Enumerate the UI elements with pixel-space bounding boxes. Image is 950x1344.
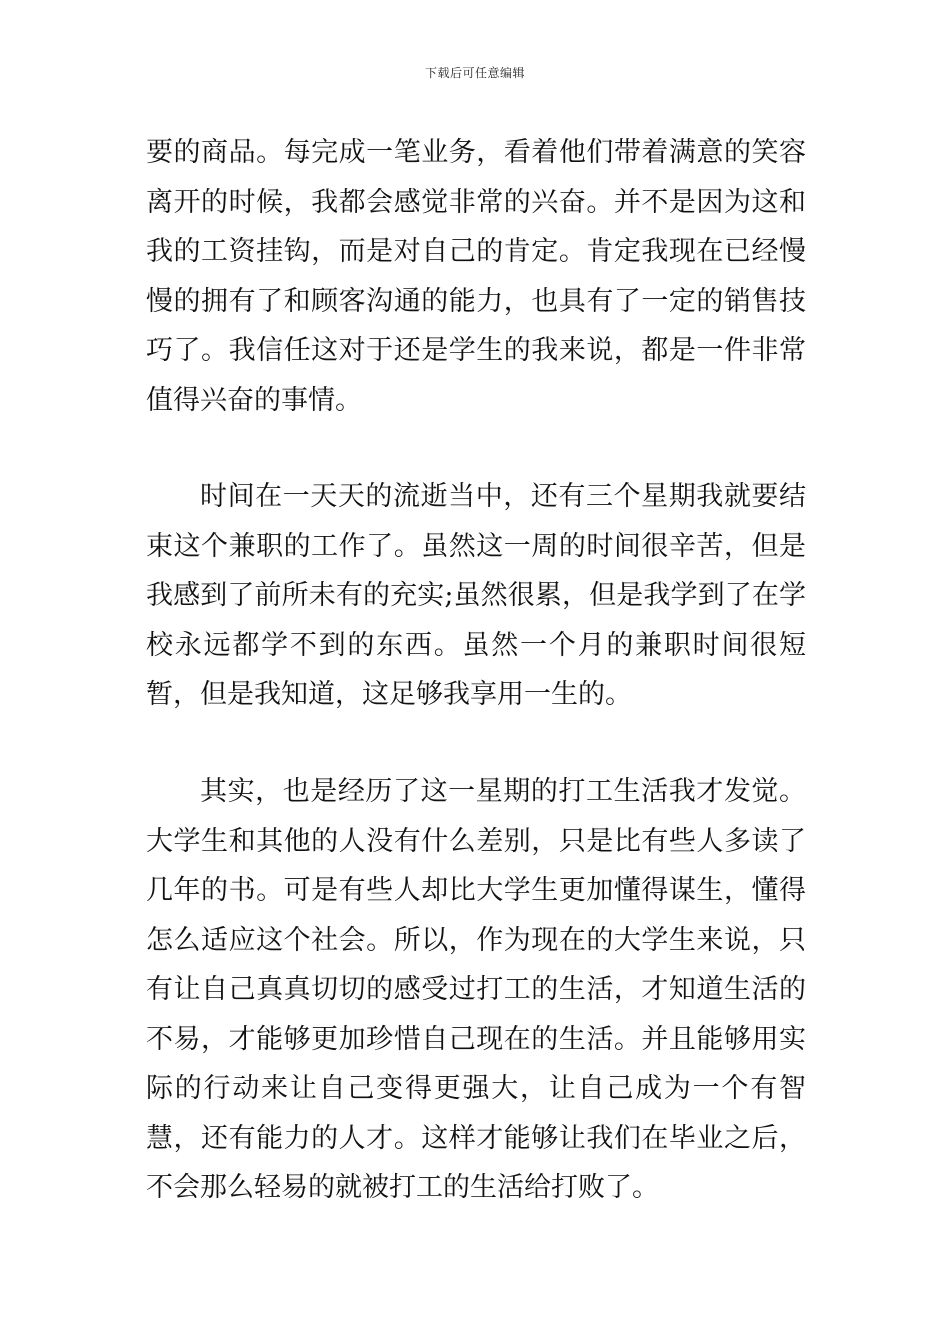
page-header: 下载后可任意编辑 <box>424 66 525 80</box>
paragraph-3-block <box>146 767 806 1213</box>
paragraph-2: 时间在一天天的流逝当中，还有三个星期我就要结束这个兼职的工作了。虽然这一周的时间很辛苦，但是我感到了前所未有的充实;虽然很累，但是我学到了在学校永远都学不到的东西。虽然一个月的兼职时间很短暂，但是我知道，这足够我享用一生的。 <box>146 481 806 710</box>
paragraph-3: 其实，也是经历了这一星期的打工生活我才发觉。大学生和其他的人没有什么差别，只是比有些人多读了几年的书。可是有些人却比大学生更加懂得谋生，懂得怎么适应这个社会。所以，作为现在的大学生来说，只有让自己真真切切的感受过打工的生活，才知道生活的不易，才能够更加珍惜自己现在的生活。并且能够用实际的行动来让自己变得更强大，让自己成为一个有智慧，还有能力的人才。这样才能够让我们在毕业之后，不会那么轻易的就被打工的生活给打败了。 <box>146 776 806 1203</box>
paragraph-1-block <box>146 128 806 425</box>
paragraph-1: 要的商品。每完成一笔业务，看着他们带着满意的笑容离开的时候，我都会感觉非常的兴奋。并不是因为这和我的工资挂钩，而是对自己的肯定。肯定我现在已经慢慢的拥有了和顾客沟通的能力，也具有了一定的销售技巧了。我信任这对于还是学生的我来说，都是一件非常值得兴奋的事情。 <box>146 137 806 416</box>
paragraph-2-block <box>146 472 806 720</box>
